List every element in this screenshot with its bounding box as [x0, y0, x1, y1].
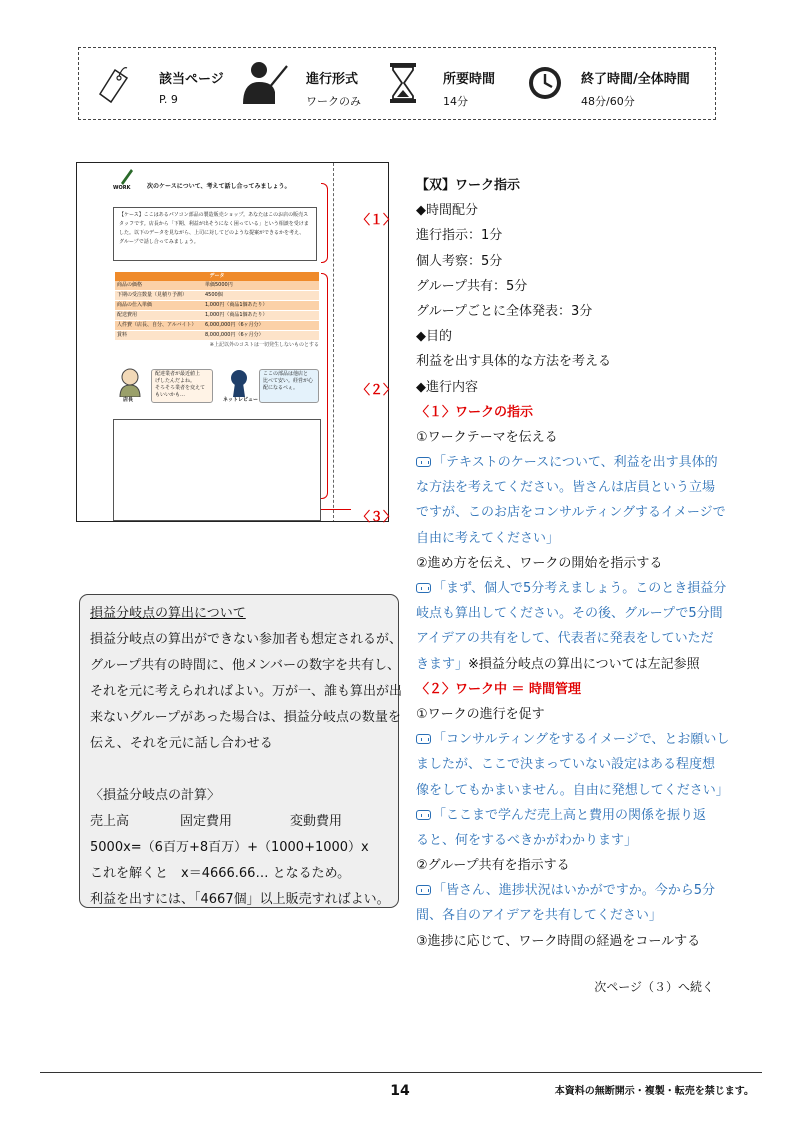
- case-box: [113, 207, 317, 261]
- page-ref-value: P. 9: [159, 93, 178, 106]
- instruction-line: [416, 903, 716, 928]
- breakeven-body-line: それを元に考えられればよい。万が一、誰も算出が出: [90, 684, 403, 699]
- format-label: 進行形式: [306, 72, 359, 87]
- session-info-box: [78, 47, 716, 120]
- instruction-line: [416, 626, 716, 651]
- instruction-text: ◆時間配分: [416, 203, 478, 219]
- page-ref-label: 該当ページ: [159, 72, 224, 87]
- fixed-cost-label: 固定費用: [180, 814, 233, 829]
- dashed-guide: [333, 163, 334, 522]
- case-line: した。以下のデータを見ながら、上司に対してどのような提案ができるかを考え、: [119, 230, 305, 236]
- store-manager-label: 店長: [123, 397, 134, 403]
- instruction-line: [416, 778, 729, 803]
- instruction-line: [416, 198, 716, 223]
- table-cell-value: 4500個: [205, 292, 223, 298]
- table-note: ※上記以外のコストは一切発生しないものとする: [209, 342, 319, 348]
- case-line: タッフです。店長から「下期、利益が出そうになく困っている」という相談を受けま: [119, 221, 309, 227]
- hourglass-icon: [389, 62, 417, 104]
- textbook-page-thumbnail: [76, 162, 389, 522]
- table-row: [115, 311, 319, 321]
- breakeven-title: 損益分岐点の算出について: [90, 606, 246, 621]
- net-review-icon: [227, 369, 251, 397]
- instruction-line: [416, 249, 716, 274]
- instruction-line: [416, 274, 716, 299]
- duration-value: 14分: [443, 95, 468, 108]
- bubble-line: 比べて安い。経営が心: [263, 378, 314, 384]
- instruction-text: ◆進行内容: [416, 379, 478, 395]
- speech-bubble-icon: [416, 810, 431, 820]
- instruction-text: な方法を考えてください。皆さんは店員という立場: [416, 480, 716, 496]
- instruction-line: [416, 551, 716, 576]
- instruction-text: ①ワークの進行を促す: [416, 706, 545, 722]
- instruction-line: [416, 652, 716, 677]
- speech-bubble-icon: [416, 885, 431, 895]
- data-table: [115, 272, 319, 350]
- instruction-text: ②グループ共有を指示する: [416, 858, 570, 874]
- instruction-text: 個人考察：5分: [416, 253, 503, 269]
- case-line: グループで話し合ってみましょう。: [119, 239, 199, 245]
- variable-cost-label: 変動費用: [290, 814, 343, 829]
- instruction-line: [416, 500, 726, 525]
- answer-box: [113, 419, 321, 521]
- instruction-text: ですが、このお店をコンサルティングするイメージで: [416, 505, 726, 521]
- instruction-line: [416, 526, 716, 551]
- instruction-text: 【双】ワーク指示: [416, 178, 521, 193]
- bubble-line: げしたんだよね。: [155, 378, 196, 384]
- table-cell-label: 配送費用: [117, 312, 138, 318]
- instruction-text: 進行指示：1分: [416, 228, 503, 244]
- tag-icon: [97, 64, 133, 106]
- marker-2: 〈２〉: [357, 383, 397, 398]
- speech-bubble-icon: [416, 457, 431, 467]
- instruction-text: 「皆さん、進捗状況はいかがですか。今から5分: [433, 883, 716, 899]
- instruction-text: 利益を出す具体的な方法を考える: [416, 354, 612, 370]
- breakeven-body-line: 来ないグループがあった場合は、損益分岐点の数量を: [90, 710, 401, 725]
- instruction-text: 自由に考えてください」: [416, 530, 560, 546]
- speech-bubble-icon: [416, 583, 431, 593]
- speech-bubble-icon: [416, 734, 431, 744]
- instruction-line: [416, 853, 716, 878]
- format-value: ワークのみ: [306, 95, 361, 108]
- duration-label: 所要時間: [443, 72, 496, 87]
- instruction-line: [416, 727, 730, 752]
- table-row: [115, 281, 319, 291]
- footer-divider: [40, 1072, 762, 1073]
- sales-label: 売上高: [90, 814, 130, 829]
- instruction-text: 像をしてもかまいません。自由に発想してください」: [416, 782, 729, 798]
- calc-title: 〈損益分岐点の計算〉: [90, 788, 221, 803]
- instruction-line: [416, 324, 716, 349]
- instruction-text: 岐点も算出してください。その後、グループで5分間: [416, 606, 723, 622]
- table-row: [115, 301, 319, 311]
- breakeven-body-line: 伝え、それを元に話し合わせる: [90, 736, 273, 751]
- work-title: 次のケースについて、考えて話し合ってみましょう。: [147, 183, 291, 190]
- pen-icon: [117, 167, 135, 185]
- instruction-line: [416, 878, 716, 903]
- bubble-line: もいいかも…: [155, 392, 186, 398]
- page-number: 14: [390, 1083, 410, 1099]
- breakeven-body-line: グループ共有の時間に、他メンバーの数字を共有し、: [90, 658, 401, 673]
- instruction-line: [416, 752, 716, 777]
- instruction-text: グループ共有：5分: [416, 278, 528, 294]
- instruction-text: 〈１〉ワークの指示: [416, 404, 534, 420]
- table-cell-value: 6,000,000円（6ヶ月分）: [205, 322, 264, 328]
- table-cell-value: 8,000,000円（6ヶ月分）: [205, 332, 264, 338]
- instruction-line: [416, 576, 727, 601]
- table-cell-label: 商品の価格: [117, 282, 143, 288]
- breakeven-note-box: [79, 594, 403, 908]
- marker-1: 〈１〉: [357, 213, 397, 228]
- instruction-text: アイデアの共有をして、代表者に発表をしていただ: [416, 631, 714, 647]
- instruction-note: ※損益分岐点の算出については左記参照: [468, 656, 700, 672]
- instruction-text: 〈２〉ワーク中 ＝ 時間管理: [416, 681, 582, 697]
- instruction-text: ◆目的: [416, 329, 452, 345]
- bracket-3: [321, 509, 351, 510]
- table-cell-label: 商品の仕入単価: [117, 302, 153, 308]
- instruction-line: [416, 601, 723, 626]
- instruction-line: [416, 425, 716, 450]
- instruction-line: [416, 828, 716, 853]
- bubble-line: 配になるぺぇ。: [263, 385, 299, 391]
- instruction-text: ると、何をするべきかがわかります」: [416, 832, 638, 848]
- breakeven-body-line: 損益分岐点の算出ができない参加者も想定されるが、: [90, 632, 403, 647]
- presenter-icon: [239, 60, 289, 106]
- continue-note: 次ページ（３）へ続く: [594, 980, 714, 994]
- instruction-line: [416, 173, 716, 198]
- instruction-line: [416, 677, 716, 702]
- table-cell-label: 賃料: [117, 332, 128, 338]
- table-row: [115, 291, 319, 301]
- table-row: [115, 321, 319, 331]
- work-label: WORK: [113, 185, 131, 191]
- table-cell-value: 単価5000円: [205, 282, 233, 288]
- instruction-text: ③進捗に応じて、ワーク時間の経過をコールする: [416, 933, 701, 949]
- table-cell-value: 1,000円（商品1個あたり）: [205, 302, 268, 308]
- table-cell-value: 1,000円（商品1個あたり）: [205, 312, 268, 318]
- case-line: 【ケース】ここはあるパソコン部品の製造販売ショップ。あなたはこのお店の販売ス: [119, 212, 309, 218]
- instruction-text: ①ワークテーマを伝える: [416, 429, 558, 445]
- copyright-notice: 本資料の無断開示・複製・転売を禁じます。: [554, 1086, 754, 1097]
- instruction-line: [416, 929, 716, 954]
- work-instructions: [416, 173, 730, 954]
- bracket-2: [321, 273, 328, 499]
- table-cell-label: 下期の受注数量（見積り予測）: [117, 292, 188, 298]
- manager-speech-bubble: [151, 369, 213, 403]
- instruction-text: きます」: [416, 656, 469, 672]
- instruction-line: [416, 349, 716, 374]
- instruction-text: 「ここまで学んだ売上高と費用の関係を振り返: [433, 807, 707, 823]
- table-row: [115, 331, 319, 341]
- calc-line: これを解くと x＝4666.66… となるため。: [90, 866, 351, 881]
- marker-3: 〈３〉: [357, 510, 397, 525]
- store-manager-icon: [117, 367, 143, 397]
- instruction-line: [416, 803, 716, 828]
- instruction-line: [416, 223, 716, 248]
- calc-line: 利益を出すには、「4667個」以上販売すればよい。: [90, 892, 390, 907]
- calc-line: 5000x=（6百万+8百万）+（1000+1000）x: [90, 840, 369, 855]
- instruction-text: 「まず、個人で5分考えましょう。このとき損益分: [433, 581, 727, 596]
- table-header: データ: [115, 272, 319, 281]
- instruction-line: [416, 450, 716, 475]
- end-time-value: 48分/60分: [581, 95, 635, 108]
- instruction-text: 間、各自のアイデアを共有してください」: [416, 908, 662, 924]
- instruction-line: [416, 475, 716, 500]
- instruction-text: グループごとに全体発表：3分: [416, 303, 593, 319]
- calc-headers: [90, 809, 388, 835]
- bubble-line: ここの部品は他店と: [263, 371, 309, 377]
- instruction-line: [416, 702, 716, 727]
- instruction-line: [416, 299, 716, 324]
- end-time-label: 終了時間/全体時間: [581, 72, 690, 87]
- bracket-1: [321, 183, 328, 263]
- instruction-text: ましたが、ここで決まっていない設定はある程度想: [416, 757, 716, 773]
- instruction-line: [416, 400, 716, 425]
- instruction-text: 「テキストのケースについて、利益を出す具体的: [433, 455, 718, 471]
- clock-icon: [527, 65, 563, 101]
- instruction-line: [416, 375, 716, 400]
- instruction-text: 「コンサルティングをするイメージで、とお願いし: [433, 732, 730, 748]
- review-speech-bubble: [259, 369, 319, 403]
- instruction-text: ②進め方を伝え、ワークの開始を指示する: [416, 555, 663, 571]
- table-cell-label: 人件費（店長、自分、アルバイト）: [117, 322, 197, 328]
- net-review-label: ネットレビュー: [223, 397, 259, 403]
- bubble-line: そろそろ業者を変えて: [155, 385, 206, 391]
- bubble-line: 配達業者が最近値上: [155, 371, 201, 377]
